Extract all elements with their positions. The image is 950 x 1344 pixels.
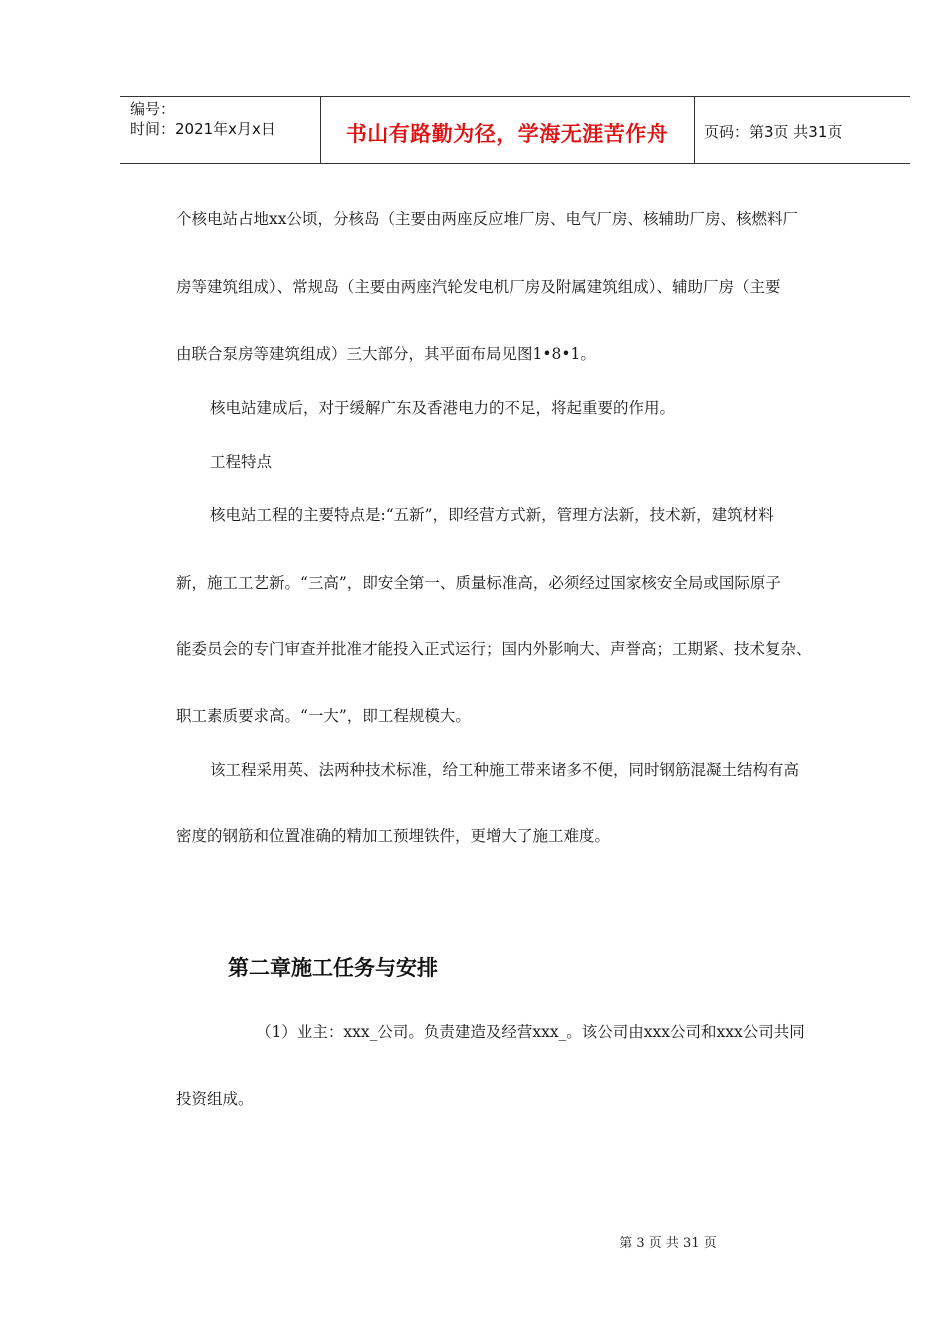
header-motto: 书山有路勤为径，学海无涯苦作舟: [345, 122, 669, 146]
body-line: 新，施工工艺新。“三高”，即安全第一、质量标准高，必须经过国家核安全局或国际原子: [176, 574, 781, 592]
header-meta: [130, 99, 276, 139]
body-line: 职工素质要求高。“一大”，即工程规模大。: [176, 707, 471, 725]
body-line: 核电站建成后，对于缓解广东及香港电力的不足，将起重要的作用。: [210, 399, 676, 417]
body-line: 投资组成。: [176, 1090, 254, 1108]
body-line: （1）业主：xxx_公司。负责建造及经营xxx_。该公司由xxx公司和xxx公司共同: [256, 1023, 805, 1041]
header-top-border: [120, 96, 910, 97]
body-line: 房等建筑组成）、常规岛（主要由两座汽轮发电机厂房及附属建筑组成）、辅助厂房（主要: [176, 278, 781, 296]
body-line: 密度的钢筋和位置准确的精加工预埋铁件，更增大了施工难度。: [176, 827, 611, 845]
body-line: 个核电站占地xx公顷，分核岛（主要由两座反应堆厂房、电气厂房、核辅助厂房、核燃料厂: [176, 210, 798, 228]
document-time: 时间：2021年x月x日: [130, 120, 276, 138]
header-page-info: 页码：第3页 共31页: [704, 123, 843, 141]
body-line: 核电站工程的主要特点是:“五新”，即经营方式新，管理方法新，技术新，建筑材料: [210, 506, 774, 524]
header-bottom-border: [120, 163, 910, 164]
document-code-label: 编号：: [130, 100, 176, 118]
body-line: 该工程采用英、法两种技术标准，给工种施工带来诸多不便，同时钢筋混凝土结构有高: [210, 761, 800, 779]
header-divider-right: [694, 96, 695, 163]
footer-page-number: 第 3 页 共 31 页: [619, 1236, 717, 1251]
page-footer: [0, 1232, 950, 1251]
chapter-heading: 第二章施工任务与安排: [228, 956, 438, 980]
body-line: 由联合泵房等建筑组成）三大部分，其平面布局见图1•8•1。: [176, 345, 596, 363]
body-line: 能委员会的专门审查并批准才能投入正式运行；国内外影响大、声誉高；工期紧、技术复杂、: [176, 640, 812, 658]
section-subtitle: 工程特点: [210, 453, 273, 471]
